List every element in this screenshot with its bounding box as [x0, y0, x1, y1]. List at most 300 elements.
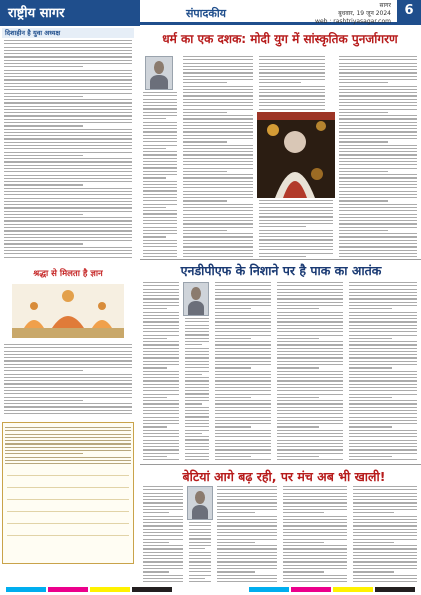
text-line — [189, 529, 211, 530]
text-line — [143, 529, 183, 530]
text-line — [185, 456, 209, 457]
text-line — [143, 167, 177, 168]
text-line — [143, 92, 177, 93]
text-line — [339, 86, 417, 87]
text-line — [277, 348, 343, 349]
text-line — [215, 453, 271, 454]
text-line — [143, 539, 183, 540]
text-line — [143, 367, 167, 368]
text-line — [259, 69, 325, 70]
text-line — [215, 426, 251, 427]
text-line — [183, 174, 253, 175]
text-line — [143, 171, 177, 172]
text-line — [4, 115, 132, 116]
text-line — [143, 403, 179, 404]
text-line — [339, 112, 388, 113]
text-line — [189, 522, 211, 523]
text-line — [5, 463, 131, 464]
text-line — [185, 318, 209, 319]
text-line — [183, 118, 253, 119]
lead-article-column — [181, 56, 255, 260]
text-line — [349, 403, 417, 404]
text-line — [217, 575, 277, 576]
text-line — [4, 53, 132, 54]
text-line — [4, 406, 132, 407]
text-line — [215, 433, 271, 434]
text-line — [259, 203, 333, 204]
text-line — [259, 233, 333, 234]
text-line — [183, 128, 253, 129]
text-line — [5, 430, 131, 431]
text-line — [259, 243, 333, 244]
text-line — [277, 387, 343, 388]
text-line — [339, 154, 417, 155]
text-line — [185, 400, 209, 401]
text-line — [4, 413, 132, 414]
text-line — [183, 158, 253, 159]
text-line — [215, 371, 271, 372]
text-line — [277, 285, 343, 286]
text-line — [143, 246, 177, 247]
text-line — [143, 312, 179, 313]
text-line — [189, 525, 211, 526]
text-line — [215, 403, 271, 404]
text-line — [349, 357, 417, 358]
text-line — [189, 532, 211, 533]
text-line — [339, 72, 417, 73]
text-line — [4, 217, 132, 218]
text-line — [183, 214, 253, 215]
text-line — [185, 453, 209, 454]
text-line — [183, 168, 253, 169]
text-line — [349, 295, 417, 296]
text-line — [259, 105, 325, 106]
text-line — [143, 453, 179, 454]
text-line — [143, 161, 177, 162]
text-line — [339, 128, 417, 129]
text-line — [339, 158, 417, 159]
text-line — [4, 178, 132, 179]
text-line — [185, 334, 209, 335]
text-line — [143, 410, 179, 411]
text-line — [277, 325, 343, 326]
text-line — [339, 171, 388, 172]
text-line — [277, 430, 343, 431]
text-line — [4, 102, 132, 103]
text-line — [339, 197, 417, 198]
text-line — [4, 188, 132, 189]
text-line — [349, 298, 417, 299]
text-line — [259, 89, 325, 90]
text-line — [353, 496, 417, 497]
text-line — [353, 489, 417, 490]
text-line — [339, 220, 417, 221]
text-line — [349, 417, 417, 418]
text-line — [277, 459, 343, 460]
text-line — [259, 236, 333, 237]
text-line — [143, 449, 179, 450]
text-line — [339, 227, 417, 228]
text-line — [259, 200, 333, 201]
text-line — [143, 187, 177, 188]
text-line — [143, 184, 177, 185]
text-line — [4, 181, 132, 182]
text-line — [4, 227, 132, 228]
text-line — [349, 400, 417, 401]
text-line — [259, 59, 325, 60]
text-line — [143, 354, 179, 355]
text-line — [189, 548, 205, 549]
text-line — [143, 575, 183, 576]
text-line — [339, 207, 417, 208]
text-line — [4, 194, 132, 195]
text-line — [215, 377, 271, 378]
text-line — [183, 161, 253, 162]
text-line — [5, 440, 131, 441]
text-line — [143, 285, 179, 286]
text-line — [189, 578, 205, 579]
text-line — [339, 99, 417, 100]
text-line — [215, 282, 271, 283]
text-line — [353, 575, 417, 576]
text-line — [349, 292, 417, 293]
text-line — [277, 328, 343, 329]
text-line — [183, 86, 253, 87]
text-line — [183, 240, 253, 241]
text-line — [143, 131, 177, 132]
text-line — [143, 417, 179, 418]
text-line — [349, 351, 417, 352]
text-line — [4, 247, 132, 248]
text-line — [259, 79, 325, 80]
text-line — [339, 131, 417, 132]
text-line — [353, 532, 417, 533]
text-line — [4, 79, 132, 80]
text-line — [259, 220, 333, 221]
text-line — [4, 63, 132, 64]
sidebar-top-text — [2, 40, 134, 262]
text-line — [215, 285, 271, 286]
text-line — [143, 493, 183, 494]
text-line — [349, 321, 417, 322]
text-line — [277, 436, 343, 437]
text-line — [339, 246, 417, 247]
text-line — [4, 161, 132, 162]
text-line — [349, 456, 392, 457]
text-line — [4, 99, 132, 100]
text-line — [143, 522, 183, 523]
text-line — [143, 177, 166, 178]
text-line — [215, 298, 271, 299]
text-line — [259, 246, 333, 247]
text-line — [183, 246, 253, 247]
text-line — [185, 367, 209, 368]
text-line — [353, 529, 417, 530]
text-line — [4, 132, 132, 133]
text-line — [339, 109, 417, 110]
text-line — [217, 548, 277, 549]
text-line — [349, 390, 417, 391]
text-line — [277, 390, 343, 391]
text-line — [259, 102, 325, 103]
text-line — [353, 509, 417, 510]
text-line — [283, 535, 347, 536]
text-line — [339, 125, 417, 126]
text-line — [283, 545, 347, 546]
text-line — [339, 161, 417, 162]
text-line — [349, 282, 417, 283]
text-line — [339, 151, 417, 152]
text-line — [183, 112, 227, 113]
text-line — [183, 63, 253, 64]
text-line — [143, 151, 177, 152]
text-line — [183, 200, 227, 201]
masthead-banner — [0, 0, 140, 26]
text-line — [183, 125, 253, 126]
text-line — [283, 519, 347, 520]
text-line — [283, 568, 347, 569]
text-line — [4, 403, 132, 404]
text-line — [217, 499, 277, 500]
text-line — [183, 105, 253, 106]
text-line — [349, 413, 417, 414]
text-line — [143, 305, 179, 306]
text-line — [217, 568, 277, 569]
text-line — [4, 204, 132, 205]
text-line — [215, 374, 271, 375]
imprint-box — [2, 422, 134, 564]
text-line — [143, 213, 177, 214]
text-line — [4, 158, 132, 159]
lead-article-column — [337, 56, 419, 260]
paper-name: राष्ट्रीय सागर — [8, 6, 65, 21]
text-line — [215, 413, 271, 414]
text-line — [143, 394, 179, 395]
text-line — [189, 575, 211, 576]
third-article-column — [187, 522, 213, 584]
text-line — [215, 335, 271, 336]
text-line — [4, 56, 132, 57]
text-line — [215, 308, 251, 309]
text-line — [189, 545, 211, 546]
text-line — [185, 410, 209, 411]
text-line — [4, 40, 132, 41]
text-line — [143, 230, 177, 231]
text-line — [277, 338, 319, 339]
text-line — [349, 335, 417, 336]
text-line — [4, 344, 132, 345]
text-line — [185, 344, 202, 345]
text-line — [353, 555, 417, 556]
text-line — [259, 210, 333, 211]
text-line — [217, 489, 277, 490]
text-line — [353, 552, 417, 553]
second-article-column — [213, 282, 273, 462]
text-line — [143, 565, 183, 566]
text-line — [189, 571, 211, 572]
text-line — [143, 115, 177, 116]
text-line — [259, 207, 333, 208]
text-line — [143, 502, 183, 503]
text-line — [277, 397, 319, 398]
sidebar-column — [2, 28, 134, 583]
text-line — [283, 502, 347, 503]
text-line — [339, 164, 417, 165]
text-line — [183, 69, 253, 70]
text-line — [277, 344, 343, 345]
text-line — [183, 135, 253, 136]
text-line — [217, 529, 277, 530]
text-line — [183, 223, 253, 224]
page-number: 6 — [397, 0, 421, 22]
text-line — [277, 423, 343, 424]
text-line — [183, 210, 253, 211]
text-line — [339, 92, 417, 93]
text-line — [349, 325, 417, 326]
text-line — [277, 361, 343, 362]
text-line — [215, 361, 271, 362]
text-line — [215, 446, 271, 447]
text-line — [143, 338, 167, 339]
text-line — [143, 135, 177, 136]
second-article-column — [141, 282, 181, 462]
text-line — [349, 331, 417, 332]
text-line — [143, 227, 177, 228]
text-line — [143, 433, 179, 434]
text-line — [143, 217, 177, 218]
text-line — [189, 558, 211, 559]
text-line — [339, 253, 417, 254]
lead-article-column — [141, 92, 179, 260]
text-line — [339, 250, 417, 251]
text-line — [189, 542, 211, 543]
text-line — [259, 63, 325, 64]
text-line — [183, 92, 253, 93]
text-line — [183, 164, 253, 165]
text-line — [183, 151, 253, 152]
text-line — [339, 135, 417, 136]
text-line — [183, 236, 253, 237]
text-line — [143, 344, 179, 345]
text-line — [185, 380, 209, 381]
text-line — [349, 380, 417, 381]
text-line — [183, 227, 253, 228]
text-line — [4, 125, 83, 126]
second-headline: एनडीपीएफ के निशाने पर है पाक का आतंक — [180, 263, 382, 278]
text-line — [277, 400, 343, 401]
text-line — [215, 351, 271, 352]
text-line — [215, 348, 271, 349]
text-line — [143, 558, 183, 559]
sidebar-bottom-title: श्रद्धा से मिलता है ज्ञान — [33, 269, 103, 279]
section-title: संपादकीय — [186, 7, 227, 20]
text-line — [183, 154, 253, 155]
text-line — [277, 364, 343, 365]
text-line — [217, 486, 277, 487]
text-line — [349, 387, 417, 388]
text-line — [183, 109, 253, 110]
text-line — [277, 341, 343, 342]
text-line — [277, 315, 343, 316]
text-line — [4, 73, 132, 74]
text-line — [215, 295, 271, 296]
text-line — [259, 95, 325, 96]
text-line — [183, 56, 253, 57]
text-line — [217, 565, 277, 566]
text-line — [183, 122, 253, 123]
text-line — [215, 459, 271, 460]
text-line — [215, 449, 271, 450]
text-line — [215, 400, 271, 401]
text-line — [215, 344, 271, 345]
text-line — [339, 89, 417, 90]
text-line — [189, 538, 211, 539]
text-line — [215, 384, 271, 385]
text-line — [259, 66, 325, 67]
text-line — [339, 233, 417, 234]
text-line — [143, 95, 177, 96]
text-line — [259, 213, 333, 214]
text-line — [217, 493, 277, 494]
text-line — [215, 420, 271, 421]
third-headline: बेटियां आगे बढ़ रही, पर मंच अब भी खाली! — [182, 469, 386, 484]
text-line — [277, 374, 343, 375]
text-line — [339, 122, 417, 123]
text-line — [283, 578, 347, 579]
text-line — [353, 561, 417, 562]
text-line — [217, 581, 277, 582]
text-line — [4, 201, 132, 202]
text-line — [277, 298, 343, 299]
text-line — [283, 486, 347, 487]
text-line — [349, 420, 417, 421]
text-line — [349, 367, 392, 368]
text-line — [283, 489, 347, 490]
imprint-row — [7, 479, 129, 488]
imprint-row — [7, 491, 129, 500]
text-line — [259, 72, 325, 73]
text-line — [277, 456, 319, 457]
text-line — [4, 119, 132, 120]
text-line — [143, 204, 177, 205]
text-line — [4, 224, 132, 225]
text-line — [217, 512, 255, 513]
text-line — [143, 446, 179, 447]
text-line — [143, 348, 179, 349]
date-block — [315, 2, 391, 26]
text-line — [283, 512, 324, 513]
text-line — [185, 403, 202, 404]
text-line — [277, 318, 343, 319]
text-line — [185, 449, 209, 450]
text-line — [185, 384, 209, 385]
text-line — [143, 548, 183, 549]
text-line — [349, 344, 417, 345]
text-line — [143, 351, 179, 352]
text-line — [349, 459, 417, 460]
text-line — [339, 200, 388, 201]
text-line — [215, 364, 271, 365]
text-line — [4, 122, 132, 123]
text-line — [217, 502, 277, 503]
text-line — [4, 168, 132, 169]
text-line — [349, 308, 392, 309]
text-line — [183, 253, 253, 254]
text-line — [4, 93, 132, 94]
text-line — [349, 285, 417, 286]
text-line — [183, 250, 253, 251]
text-line — [339, 223, 417, 224]
